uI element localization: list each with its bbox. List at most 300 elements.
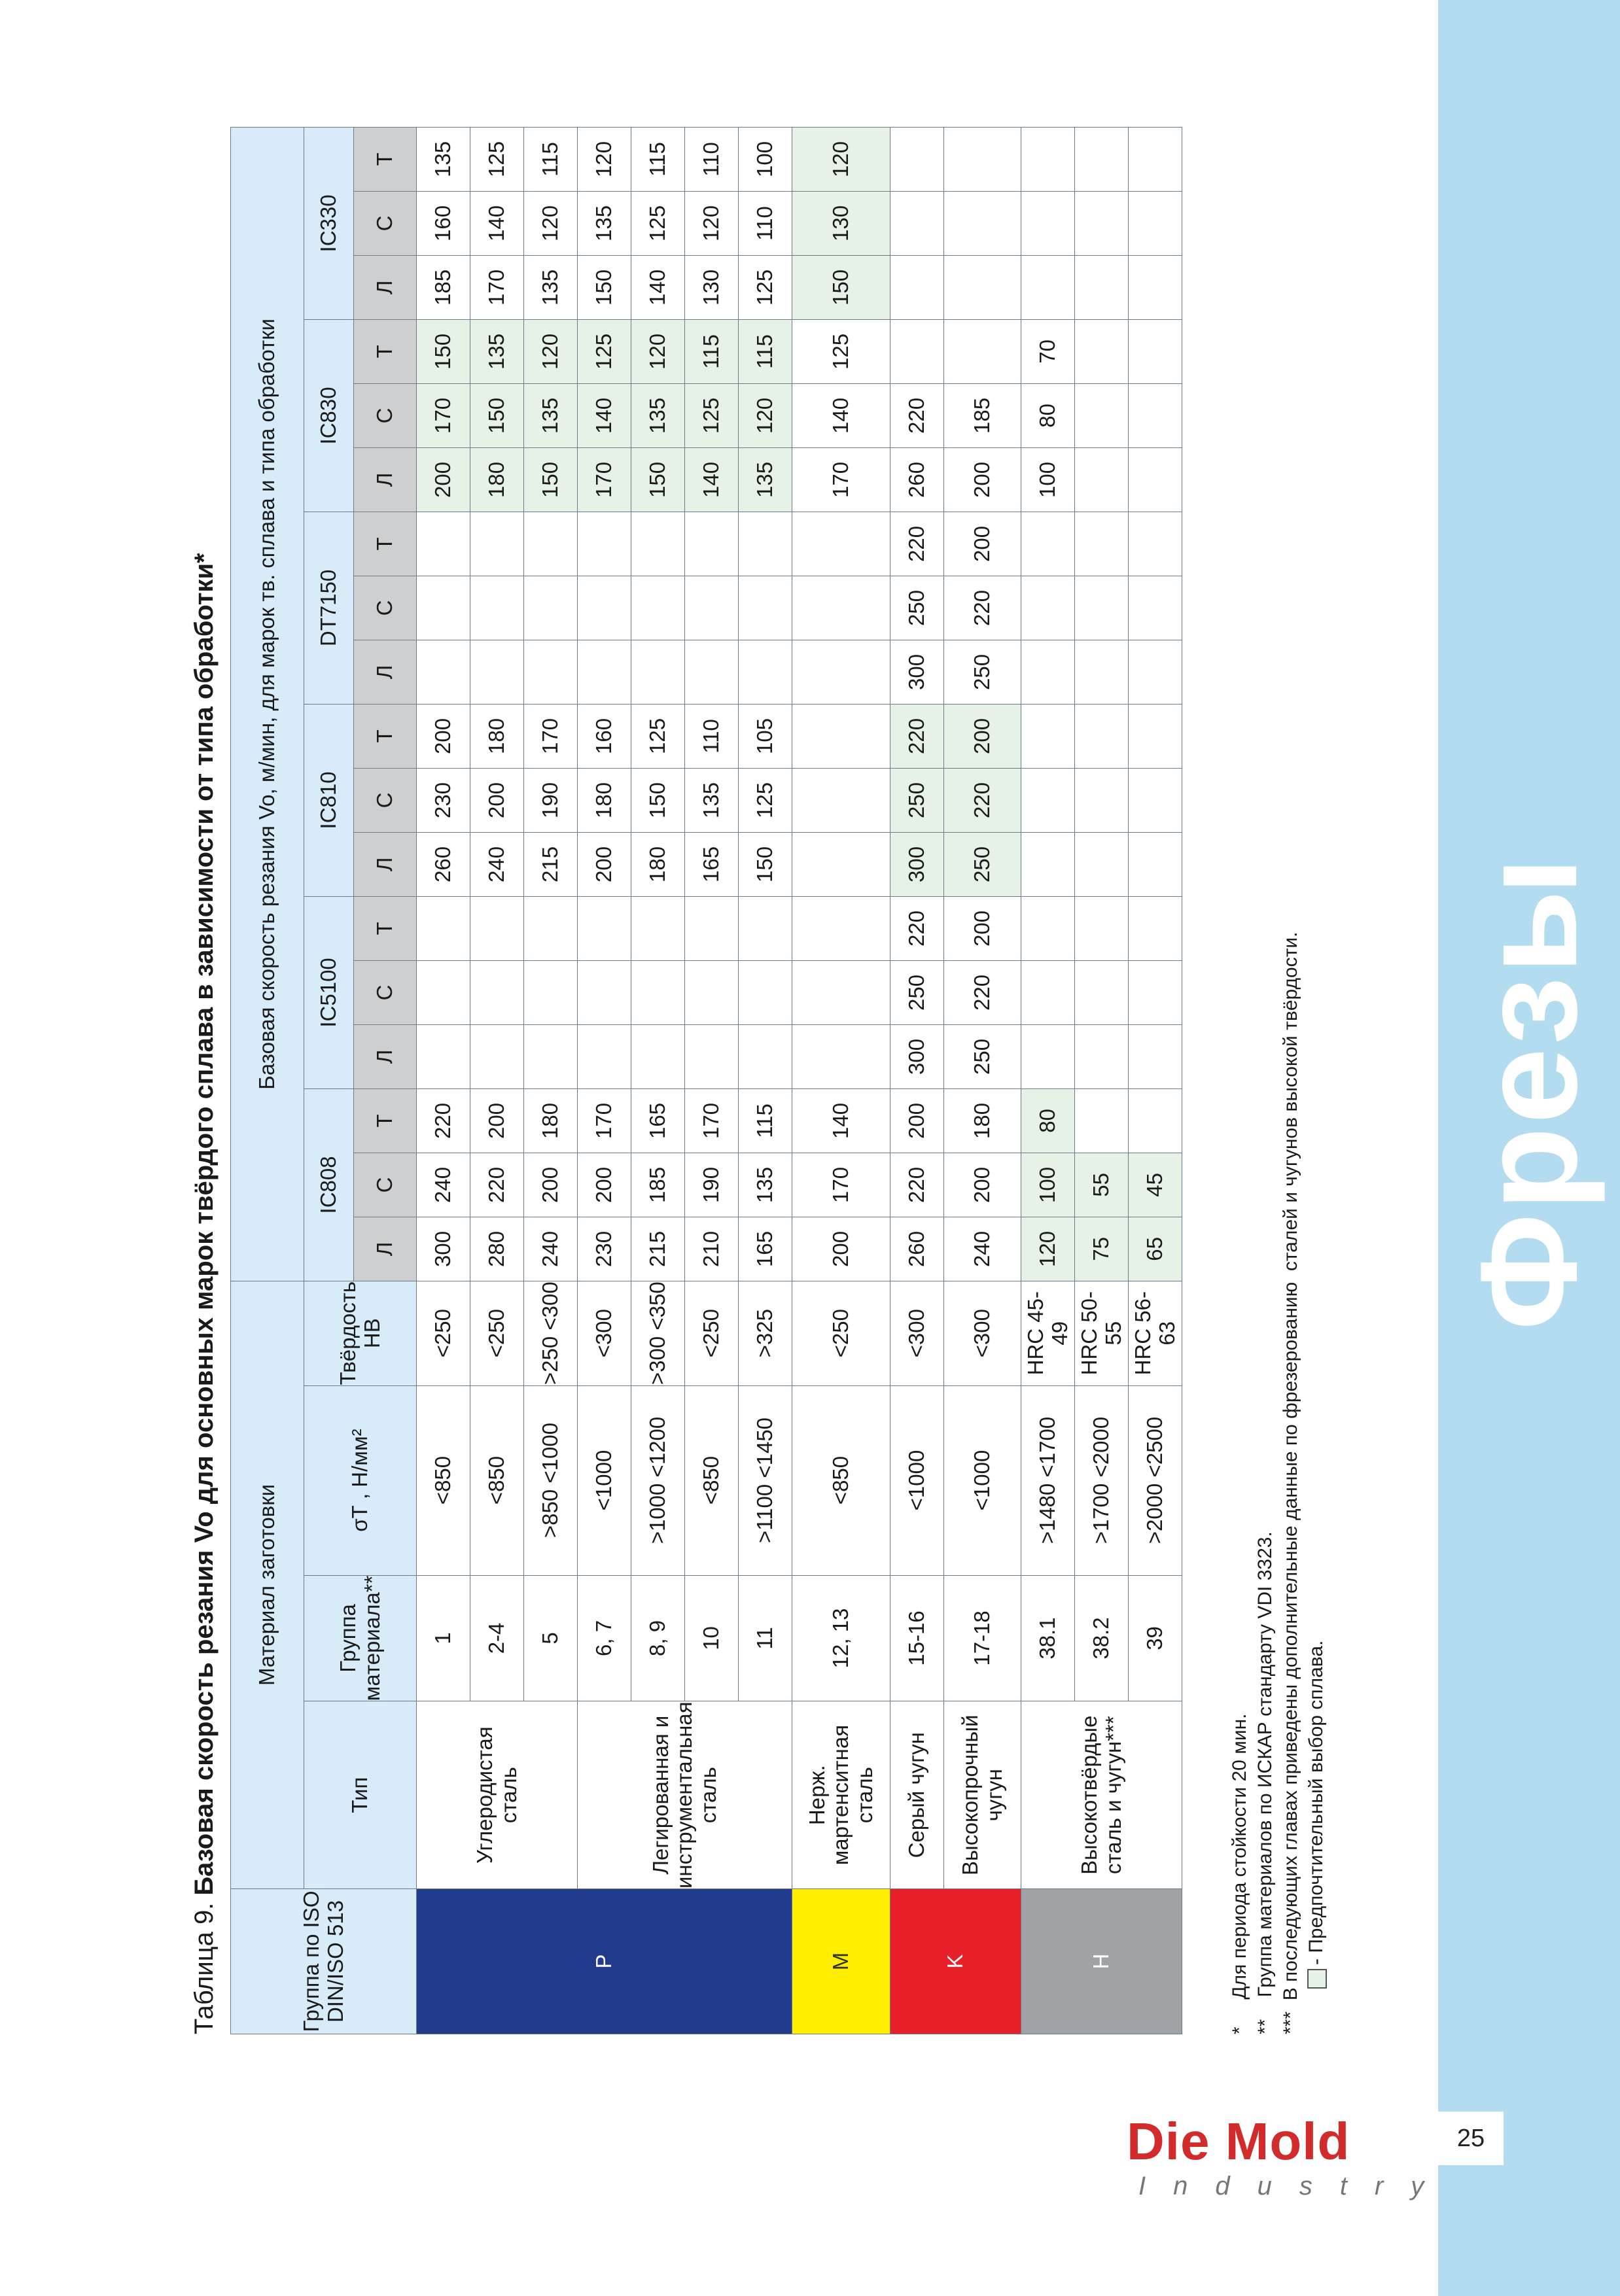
speed-value: 280 bbox=[470, 1217, 524, 1281]
speed-value bbox=[1075, 1024, 1129, 1088]
speed-value: 120 bbox=[739, 383, 792, 447]
speed-value: 200 bbox=[944, 447, 1021, 512]
header-material: Материал заготовки bbox=[231, 1281, 304, 1888]
speed-value bbox=[792, 640, 890, 704]
tensile-strength: <850 bbox=[792, 1385, 890, 1575]
speed-value: 110 bbox=[685, 127, 739, 191]
material-group: 15-16 bbox=[890, 1575, 944, 1701]
table-row bbox=[417, 127, 470, 2034]
speed-value bbox=[685, 896, 739, 960]
speed-value bbox=[1075, 640, 1129, 704]
speed-value bbox=[792, 576, 890, 640]
speed-value: 150 bbox=[417, 319, 470, 383]
speed-value: 100 bbox=[739, 127, 792, 191]
speed-value: 125 bbox=[739, 768, 792, 832]
speed-value: 160 bbox=[578, 704, 631, 768]
header-grade-ic810: IC810 bbox=[304, 704, 354, 896]
speed-value: 150 bbox=[739, 832, 792, 896]
hardness-value: <250 bbox=[792, 1281, 890, 1385]
speed-value: 200 bbox=[944, 1153, 1021, 1217]
table-row bbox=[1021, 127, 1075, 2034]
hardness-value: <250 bbox=[470, 1281, 524, 1385]
speed-value bbox=[1021, 127, 1075, 191]
speed-value: 220 bbox=[890, 383, 944, 447]
speed-value: 180 bbox=[524, 1088, 578, 1153]
speed-value bbox=[524, 960, 578, 1024]
speed-value: 250 bbox=[944, 640, 1021, 704]
speed-value: 70 bbox=[1021, 319, 1075, 383]
speed-value bbox=[685, 576, 739, 640]
speed-value: 300 bbox=[417, 1217, 470, 1281]
speed-value: 185 bbox=[944, 383, 1021, 447]
header-sub-l: Л bbox=[354, 1217, 417, 1281]
speed-value bbox=[1021, 512, 1075, 576]
speed-value: 200 bbox=[470, 1088, 524, 1153]
iso-group-m: M bbox=[792, 1889, 890, 2034]
header-type: Тип bbox=[304, 1701, 417, 1889]
speed-value bbox=[578, 896, 631, 960]
speed-value: 170 bbox=[524, 704, 578, 768]
speed-value bbox=[1075, 447, 1129, 512]
speed-value bbox=[890, 319, 944, 383]
header-sub-l: Л bbox=[354, 255, 417, 319]
speed-value bbox=[1129, 704, 1182, 768]
speed-value bbox=[1075, 896, 1129, 960]
speed-value bbox=[1129, 960, 1182, 1024]
speed-value bbox=[1075, 383, 1129, 447]
speed-value bbox=[1021, 768, 1075, 832]
speed-value bbox=[685, 640, 739, 704]
speed-value bbox=[1075, 512, 1129, 576]
speed-value: 200 bbox=[417, 447, 470, 512]
speed-value: 135 bbox=[417, 127, 470, 191]
speed-value: 120 bbox=[524, 191, 578, 255]
tensile-strength: >1000 <1200 bbox=[631, 1385, 685, 1575]
speed-value: 120 bbox=[631, 319, 685, 383]
header-grade-ic808: IC808 bbox=[304, 1088, 354, 1281]
header-iso-group: Группа по ISO DIN/ISO 513 bbox=[231, 1889, 417, 2034]
tensile-strength: <850 bbox=[685, 1385, 739, 1575]
speed-value bbox=[631, 576, 685, 640]
speed-value bbox=[739, 1024, 792, 1088]
speed-value: 100 bbox=[1021, 447, 1075, 512]
speed-value: 220 bbox=[890, 704, 944, 768]
speed-value: 125 bbox=[792, 319, 890, 383]
speed-value: 220 bbox=[944, 960, 1021, 1024]
speed-value: 170 bbox=[470, 255, 524, 319]
speed-value bbox=[1075, 960, 1129, 1024]
speed-value: 170 bbox=[792, 447, 890, 512]
logo-sub-text: Industry bbox=[1138, 2172, 1452, 2200]
speed-value bbox=[1129, 383, 1182, 447]
speed-value bbox=[578, 960, 631, 1024]
speed-value bbox=[1021, 960, 1075, 1024]
speed-value: 170 bbox=[792, 1153, 890, 1217]
speed-value: 300 bbox=[890, 1024, 944, 1088]
speed-value bbox=[1021, 1024, 1075, 1088]
speed-value bbox=[1021, 832, 1075, 896]
speed-value bbox=[417, 1024, 470, 1088]
speed-value bbox=[1021, 255, 1075, 319]
section-title: Фрезы bbox=[1452, 854, 1606, 1331]
speed-value bbox=[1075, 255, 1129, 319]
header-sub-t: Т bbox=[354, 319, 417, 383]
speed-value: 260 bbox=[417, 832, 470, 896]
speed-value bbox=[578, 576, 631, 640]
table-row bbox=[890, 127, 944, 2034]
material-group: 6, 7 bbox=[578, 1575, 631, 1701]
hardness-value: HRC 45-49 bbox=[1021, 1281, 1075, 1385]
speed-value bbox=[524, 576, 578, 640]
header-grade-ic330: IC330 bbox=[304, 127, 354, 319]
speed-value: 185 bbox=[631, 1153, 685, 1217]
speed-value bbox=[739, 960, 792, 1024]
speed-value bbox=[1129, 1088, 1182, 1153]
speed-value: 135 bbox=[631, 383, 685, 447]
material-group: 38.1 bbox=[1021, 1575, 1075, 1701]
header-grade-ic830: IC830 bbox=[304, 319, 354, 512]
speed-value: 45 bbox=[1129, 1153, 1182, 1217]
speed-value bbox=[470, 896, 524, 960]
speed-value bbox=[890, 127, 944, 191]
speed-value: 150 bbox=[524, 447, 578, 512]
speed-value: 140 bbox=[792, 383, 890, 447]
hardness-value: <300 bbox=[890, 1281, 944, 1385]
logo-main-text: Die Mold bbox=[1127, 2112, 1350, 2170]
speed-value: 240 bbox=[524, 1217, 578, 1281]
speed-value: 80 bbox=[1021, 383, 1075, 447]
speed-value bbox=[792, 704, 890, 768]
speed-value: 150 bbox=[578, 255, 631, 319]
speed-value: 120 bbox=[685, 191, 739, 255]
speed-value: 210 bbox=[685, 1217, 739, 1281]
speed-value bbox=[1021, 640, 1075, 704]
speed-value: 75 bbox=[1075, 1217, 1129, 1281]
speed-value bbox=[1129, 447, 1182, 512]
hardness-value: HRC 56-63 bbox=[1129, 1281, 1182, 1385]
speed-value: 135 bbox=[524, 383, 578, 447]
material-group: 38.2 bbox=[1075, 1575, 1129, 1701]
speed-value bbox=[792, 960, 890, 1024]
speed-value: 240 bbox=[944, 1217, 1021, 1281]
speed-value: 200 bbox=[578, 1153, 631, 1217]
speed-value: 185 bbox=[417, 255, 470, 319]
material-group: 2-4 bbox=[470, 1575, 524, 1701]
table-row bbox=[792, 127, 890, 2034]
page-number: 25 bbox=[1438, 2112, 1504, 2165]
footnote-3: *** В последующих главах приведены дополнительные данные по фрезерованию сталей и чугунов высокой твёрдости. bbox=[1280, 931, 1301, 2034]
hardness-value: <250 bbox=[685, 1281, 739, 1385]
tensile-strength: <1000 bbox=[578, 1385, 631, 1575]
footnote-2: ** Группа материалов по ИСКАР стандарту VDI 3323. bbox=[1254, 1531, 1276, 2034]
speed-value: 250 bbox=[890, 768, 944, 832]
speed-value: 250 bbox=[890, 960, 944, 1024]
speed-value: 55 bbox=[1075, 1153, 1129, 1217]
speed-value: 170 bbox=[578, 447, 631, 512]
speed-value bbox=[792, 768, 890, 832]
speed-value: 240 bbox=[470, 832, 524, 896]
material-group: 10 bbox=[685, 1575, 739, 1701]
header-sub-s: С bbox=[354, 383, 417, 447]
tensile-strength: >850 <1000 bbox=[524, 1385, 578, 1575]
speed-value bbox=[739, 640, 792, 704]
speed-value: 220 bbox=[890, 1153, 944, 1217]
speed-value bbox=[1075, 576, 1129, 640]
speed-value bbox=[1129, 255, 1182, 319]
speed-value bbox=[1075, 832, 1129, 896]
speed-value bbox=[685, 512, 739, 576]
speed-value bbox=[1129, 1024, 1182, 1088]
speed-value: 65 bbox=[1129, 1217, 1182, 1281]
speed-value: 135 bbox=[578, 191, 631, 255]
speed-value: 165 bbox=[631, 1088, 685, 1153]
tensile-strength: >2000 <2500 bbox=[1129, 1385, 1182, 1575]
material-group: 5 bbox=[524, 1575, 578, 1701]
tensile-strength: >1480 <1700 bbox=[1021, 1385, 1075, 1575]
legend-swatch bbox=[1307, 1969, 1327, 1989]
speed-value: 190 bbox=[524, 768, 578, 832]
hardness-value: >250 <300 bbox=[524, 1281, 578, 1385]
speed-value: 250 bbox=[890, 576, 944, 640]
speed-value bbox=[685, 960, 739, 1024]
speed-value bbox=[470, 576, 524, 640]
speed-value: 200 bbox=[944, 704, 1021, 768]
tensile-strength: <850 bbox=[417, 1385, 470, 1575]
speed-value: 220 bbox=[944, 768, 1021, 832]
speed-value bbox=[1075, 704, 1129, 768]
speed-value: 115 bbox=[739, 1088, 792, 1153]
speed-value: 170 bbox=[685, 1088, 739, 1153]
material-group: 11 bbox=[739, 1575, 792, 1701]
material-type: Серый чугун bbox=[890, 1701, 944, 1889]
speed-value bbox=[470, 640, 524, 704]
speed-value bbox=[792, 1024, 890, 1088]
speed-value bbox=[890, 255, 944, 319]
speed-value: 115 bbox=[739, 319, 792, 383]
speed-value: 100 bbox=[1021, 1153, 1075, 1217]
speed-value: 130 bbox=[685, 255, 739, 319]
speed-value bbox=[792, 896, 890, 960]
material-type: Углеродистая сталь bbox=[417, 1701, 578, 1889]
speed-value: 135 bbox=[739, 447, 792, 512]
speed-value: 260 bbox=[890, 1217, 944, 1281]
tensile-strength: <1000 bbox=[890, 1385, 944, 1575]
speed-value: 150 bbox=[631, 447, 685, 512]
speed-value bbox=[1129, 896, 1182, 960]
iso-group-p: P bbox=[417, 1889, 792, 2034]
table-caption bbox=[190, 553, 219, 2034]
speed-value: 230 bbox=[578, 1217, 631, 1281]
speed-value: 220 bbox=[890, 896, 944, 960]
speed-value bbox=[524, 640, 578, 704]
speed-value: 115 bbox=[524, 127, 578, 191]
speed-value bbox=[944, 319, 1021, 383]
die-mold-logo bbox=[1112, 2112, 1452, 2203]
speed-value bbox=[1075, 1088, 1129, 1153]
speed-value: 110 bbox=[685, 704, 739, 768]
speed-value bbox=[470, 512, 524, 576]
speed-value bbox=[417, 960, 470, 1024]
header-group: Группа материала** bbox=[304, 1575, 417, 1701]
speed-value: 220 bbox=[890, 512, 944, 576]
speed-value: 130 bbox=[792, 191, 890, 255]
speed-value bbox=[631, 896, 685, 960]
speed-value: 215 bbox=[631, 1217, 685, 1281]
header-sub-t: Т bbox=[354, 127, 417, 191]
material-group: 12, 13 bbox=[792, 1575, 890, 1701]
header-sub-l: Л bbox=[354, 1024, 417, 1088]
material-type: Нерж. мартенситная сталь bbox=[792, 1701, 890, 1889]
header-sub-l: Л bbox=[354, 447, 417, 512]
speed-value bbox=[944, 127, 1021, 191]
speed-value bbox=[417, 640, 470, 704]
speed-value bbox=[1075, 191, 1129, 255]
header-sub-l: Л bbox=[354, 832, 417, 896]
speed-value: 180 bbox=[631, 832, 685, 896]
speed-value: 165 bbox=[739, 1217, 792, 1281]
speed-value: 140 bbox=[631, 255, 685, 319]
speed-value bbox=[524, 1024, 578, 1088]
header-sub-s: С bbox=[354, 191, 417, 255]
speed-value bbox=[1021, 191, 1075, 255]
speed-value: 80 bbox=[1021, 1088, 1075, 1153]
header-sub-s: С bbox=[354, 576, 417, 640]
header-sub-s: С bbox=[354, 960, 417, 1024]
material-group: 8, 9 bbox=[631, 1575, 685, 1701]
speed-value bbox=[470, 960, 524, 1024]
speed-value bbox=[1129, 512, 1182, 576]
table-row bbox=[578, 127, 631, 2034]
hardness-value: <300 bbox=[944, 1281, 1021, 1385]
speed-value: 300 bbox=[890, 640, 944, 704]
speed-value bbox=[1075, 319, 1129, 383]
footnotes bbox=[1227, 931, 1329, 2034]
speed-value: 220 bbox=[470, 1153, 524, 1217]
speed-value bbox=[1075, 127, 1129, 191]
material-type: Высокопрочный чугун bbox=[944, 1701, 1021, 1889]
speed-value bbox=[1129, 640, 1182, 704]
speed-value: 150 bbox=[792, 255, 890, 319]
speed-value bbox=[1129, 768, 1182, 832]
speed-value bbox=[578, 640, 631, 704]
speed-value bbox=[1021, 576, 1075, 640]
speed-value bbox=[792, 832, 890, 896]
material-group: 1 bbox=[417, 1575, 470, 1701]
material-group: 17-18 bbox=[944, 1575, 1021, 1701]
speed-value: 300 bbox=[890, 832, 944, 896]
header-sub-s: С bbox=[354, 768, 417, 832]
speed-value bbox=[739, 896, 792, 960]
tensile-strength: <850 bbox=[470, 1385, 524, 1575]
speed-value: 200 bbox=[470, 768, 524, 832]
speed-table bbox=[230, 127, 1182, 2034]
speed-value: 150 bbox=[631, 768, 685, 832]
speed-value: 110 bbox=[739, 191, 792, 255]
speed-value: 120 bbox=[792, 127, 890, 191]
material-type: Легированная и инструментальная сталь bbox=[578, 1701, 792, 1889]
speed-value: 135 bbox=[470, 319, 524, 383]
speed-value: 180 bbox=[470, 447, 524, 512]
speed-value bbox=[944, 255, 1021, 319]
speed-value: 120 bbox=[524, 319, 578, 383]
tensile-strength: >1100 <1450 bbox=[739, 1385, 792, 1575]
speed-value: 180 bbox=[578, 768, 631, 832]
speed-value: 190 bbox=[685, 1153, 739, 1217]
header-grade-dt7150: DT7150 bbox=[304, 512, 354, 704]
speed-value bbox=[578, 512, 631, 576]
speed-value: 170 bbox=[417, 383, 470, 447]
speed-value: 240 bbox=[417, 1153, 470, 1217]
speed-value bbox=[417, 896, 470, 960]
hardness-value: <250 bbox=[417, 1281, 470, 1385]
speed-value: 135 bbox=[524, 255, 578, 319]
speed-value bbox=[417, 512, 470, 576]
speed-value bbox=[739, 512, 792, 576]
speed-value: 200 bbox=[890, 1088, 944, 1153]
speed-value bbox=[631, 960, 685, 1024]
tensile-strength: >1700 <2000 bbox=[1075, 1385, 1129, 1575]
header-sigma: σТ , Н/мм² bbox=[304, 1385, 417, 1575]
iso-group-k: K bbox=[890, 1889, 1021, 2034]
header-sub-t: Т bbox=[354, 1088, 417, 1153]
speed-value: 125 bbox=[578, 319, 631, 383]
speed-value bbox=[1075, 768, 1129, 832]
caption-title: Базовая скорость резания Vo для основных марок твёрдого сплава в зависимости от типа обработки* bbox=[190, 553, 219, 1896]
speed-value bbox=[524, 512, 578, 576]
speed-value: 250 bbox=[944, 1024, 1021, 1088]
speed-value: 125 bbox=[470, 127, 524, 191]
speed-value bbox=[417, 576, 470, 640]
header-hardness: Твёрдость НВ bbox=[304, 1281, 417, 1385]
speed-value: 170 bbox=[578, 1088, 631, 1153]
speed-value: 260 bbox=[890, 447, 944, 512]
material-group: 39 bbox=[1129, 1575, 1182, 1701]
speed-value: 135 bbox=[685, 768, 739, 832]
hardness-value: >325 bbox=[739, 1281, 792, 1385]
speed-value: 125 bbox=[739, 255, 792, 319]
header-sub-t: Т bbox=[354, 704, 417, 768]
speed-value bbox=[944, 191, 1021, 255]
speed-value bbox=[470, 1024, 524, 1088]
speed-value bbox=[1129, 832, 1182, 896]
speed-value: 160 bbox=[417, 191, 470, 255]
speed-value bbox=[792, 512, 890, 576]
speed-value bbox=[890, 191, 944, 255]
header-sub-t: Т bbox=[354, 896, 417, 960]
caption-prefix: Таблица 9. bbox=[190, 1895, 219, 2034]
speed-value: 180 bbox=[470, 704, 524, 768]
hardness-value: <300 bbox=[578, 1281, 631, 1385]
speed-value: 215 bbox=[524, 832, 578, 896]
speed-value: 230 bbox=[417, 768, 470, 832]
table-row bbox=[944, 127, 1021, 2034]
tensile-strength: <1000 bbox=[944, 1385, 1021, 1575]
speed-value bbox=[1129, 127, 1182, 191]
speed-value bbox=[1129, 191, 1182, 255]
speed-value: 200 bbox=[578, 832, 631, 896]
header-sub-l: Л bbox=[354, 640, 417, 704]
speed-value bbox=[739, 576, 792, 640]
speed-value bbox=[631, 1024, 685, 1088]
speed-value: 125 bbox=[685, 383, 739, 447]
speed-value bbox=[1021, 896, 1075, 960]
speed-value: 140 bbox=[792, 1088, 890, 1153]
header-sub-s: С bbox=[354, 1153, 417, 1217]
legend-text: - Предпочтительный выбор сплава. bbox=[1305, 1640, 1327, 1965]
speed-value: 115 bbox=[685, 319, 739, 383]
header-grade-ic5100: IC5100 bbox=[304, 896, 354, 1088]
speed-value bbox=[631, 640, 685, 704]
